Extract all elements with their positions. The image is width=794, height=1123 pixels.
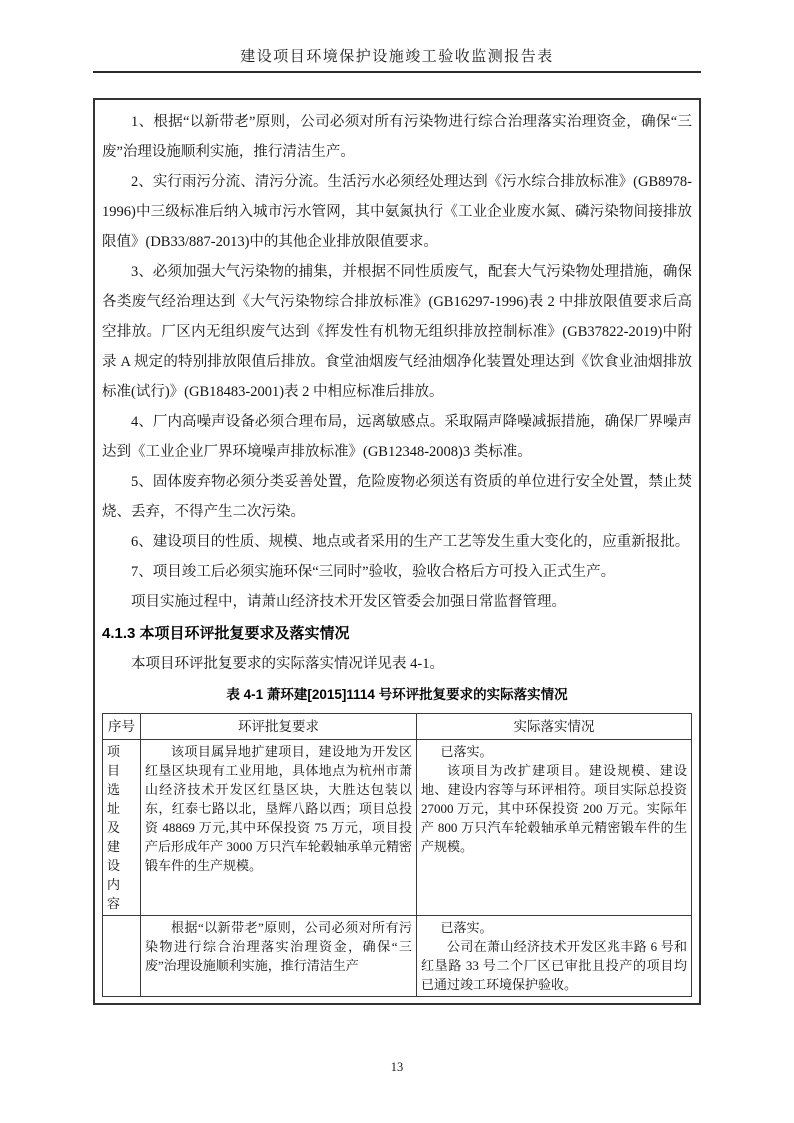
- implementation-table: [102, 713, 692, 997]
- row1-status-text: 已落实。: [440, 744, 493, 759]
- row2-implementation-cell: [417, 916, 692, 997]
- table-row: [103, 916, 692, 997]
- requirement-paragraph-7: 7、项目竣工后必须实施环保“三同时”验收，验收合格后方可投入正式生产。: [131, 564, 616, 580]
- column-header-index: 序号: [103, 714, 141, 740]
- row1-implementation-cell: [417, 740, 692, 916]
- row1-detail-text: 该项目为改扩建项目。建设规模、建设地、建设内容等与环评相符。项目实际总投资 27000 万元，其中环保投资 200 万元。实际年产 800 万只汽车轮毂轴承单元精密锻车件的生产规模。: [421, 763, 687, 854]
- requirement-paragraph-5: 5、固体废弃物必须分类妥善处置，危险废物必须送有资质的单位进行安全处置，禁止焚烧、丢弃，不得产生二次污染。: [102, 474, 692, 520]
- closing-note: 项目实施过程中，请萧山经济技术开发区管委会加强日常监督管理。: [131, 594, 566, 610]
- section-intro: 本项目环评批复要求的实际落实情况详见表 4-1。: [131, 656, 444, 672]
- requirement-paragraph-2: 2、实行雨污分流、清污分流。生活污水必须经处理达到《污水综合排放标准》(GB8978-1996)中三级标准后纳入城市污水管网，其中氨氮执行《工业企业废水氮、磷污染物间接排放限值》(DB33/887-2013)中的其他企业排放限值要求。: [102, 174, 692, 250]
- column-header-implementation: 实际落实情况: [417, 714, 692, 740]
- table-row: [103, 740, 692, 916]
- requirement-paragraph-3: 3、必须加强大气污染物的捕集，并根据不同性质废气，配套大气污染物处理措施，确保各类废气经治理达到《大气污染物综合排放标准》(GB16297-1996)表 2 中排放限值要求后高空排放。厂区内无组织废气达到《挥发性有机物无组织排放控制标准》(GB37822-2019)中附录 A 规定的特别排放限值后排放。食堂油烟废气经油烟净化装置处理达到《饮食业油烟排放标准(试行)》(GB18483-2001)表 2 中相应标准后排放。: [102, 264, 692, 400]
- document-header-title: 建设项目环境保护设施竣工验收监测报告表: [240, 49, 554, 65]
- row1-label-cell: 项 目 选 址 及 建 设 内 容: [103, 740, 141, 916]
- row2-requirement-cell: [141, 916, 417, 997]
- table-header-row: [103, 714, 692, 740]
- content-frame: [93, 98, 701, 1005]
- requirement-paragraph-1: 1、根据“以新带老”原则，公司必须对所有污染物进行综合治理落实治理资金，确保“三废”治理设施顺利实施，推行清洁生产。: [102, 114, 692, 160]
- row2-label-cell: [103, 916, 141, 997]
- column-header-requirement: 环评批复要求: [141, 714, 417, 740]
- page-number: 13: [390, 1060, 404, 1074]
- row2-requirement-text: 根据“以新带老”原则，公司必须对所有污染物进行综合治理落实治理资金，确保“三废”治理设施顺利实施，推行清洁生产: [145, 920, 412, 973]
- header-divider: [93, 71, 701, 73]
- row2-detail-text: 公司在萧山经济技术开发区兆丰路 6 号和红垦路 33 号二个厂区已审批且投产的项目均已通过竣工环境保护验收。: [421, 939, 687, 992]
- row1-requirement-text: 该项目属异地扩建项目，建设地为开发区红垦区块现有工业用地，具体地点为杭州市萧山经济技术开发区红垦区块，大胜达包装以东，红泰七路以北，垦辉八路以西；项目总投资 48869 万元,其中环保投资 75 万元，项目投产后形成年产 3000 万只汽车轮毂轴承单元精密锻车件的生产规模。: [145, 744, 412, 873]
- row1-requirement-cell: [141, 740, 417, 916]
- table-caption: 表 4-1 萧环建[2015]1114 号环评批复要求的实际落实情况: [226, 687, 568, 702]
- requirement-paragraph-6: 6、建设项目的性质、规模、地点或者采用的生产工艺等发生重大变化的，应重新报批。: [131, 534, 690, 550]
- requirement-paragraph-4: 4、厂内高噪声设备必须合理布局，远离敏感点。采取隔声降噪减振措施，确保厂界噪声达到《工业企业厂界环境噪声排放标准》(GB12348-2008)3 类标准。: [102, 414, 692, 460]
- section-heading-4-1-3: 4.1.3 本项目环评批复要求及落实情况: [102, 625, 350, 642]
- row2-status-text: 已落实。: [440, 920, 493, 935]
